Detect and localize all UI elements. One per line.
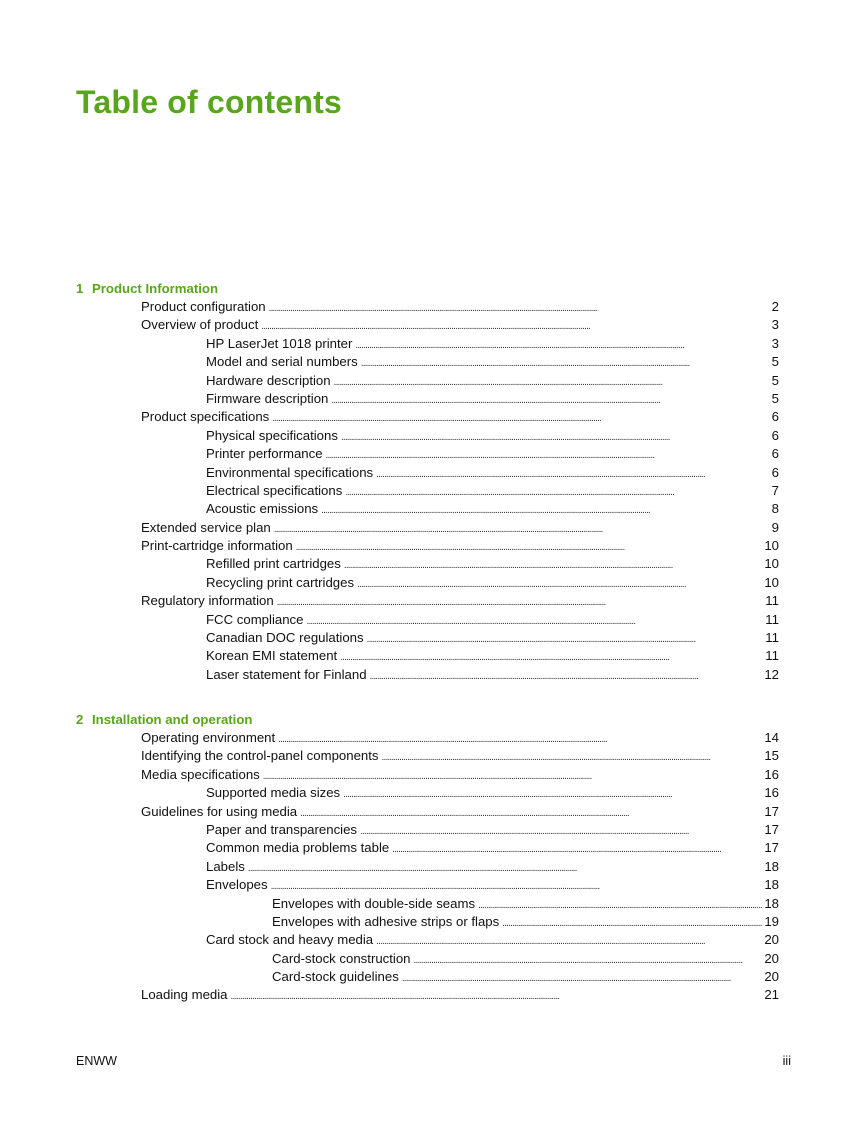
dot-leader <box>376 464 770 482</box>
chapter-title: Installation and operation <box>92 712 253 727</box>
toc-page-number: 3 <box>771 317 779 333</box>
toc-entry[interactable] <box>76 519 779 537</box>
toc-entry[interactable] <box>76 803 779 821</box>
toc-entry[interactable] <box>76 316 779 334</box>
toc-entry[interactable] <box>76 629 779 647</box>
toc-entry-text: Environmental specifications <box>206 464 374 480</box>
toc-entry[interactable] <box>76 666 779 684</box>
dot-leader <box>248 858 762 876</box>
toc-entry-text: Envelopes <box>206 877 268 893</box>
toc-entry-text: Acoustic emissions <box>206 501 319 517</box>
toc-entry-text: Product specifications <box>141 409 270 425</box>
toc-entry[interactable] <box>76 611 779 629</box>
chapter-heading[interactable] <box>76 711 779 729</box>
toc-page-number: 19 <box>764 913 779 929</box>
dot-leader <box>277 592 764 610</box>
dot-leader <box>357 574 762 592</box>
footer-label: ENWW <box>76 1054 117 1068</box>
chapter-2-section <box>76 711 779 1005</box>
dot-leader <box>361 353 770 371</box>
toc-page-number: 6 <box>771 446 779 462</box>
dot-leader <box>502 913 762 931</box>
dot-leader <box>331 390 769 408</box>
toc-page-number: 16 <box>764 785 779 801</box>
toc-page-number: 20 <box>764 950 779 966</box>
toc-entries <box>76 729 779 1005</box>
toc-page-number: 6 <box>771 464 779 480</box>
toc-entry-text: HP LaserJet 1018 printer <box>206 335 353 351</box>
toc-entry-text: Guidelines for using media <box>141 803 298 819</box>
toc-page-number: 10 <box>764 538 779 554</box>
toc-page-number: 3 <box>771 335 779 351</box>
toc-entry-text: Laser statement for Finland <box>206 666 367 682</box>
toc-entry[interactable] <box>76 647 779 665</box>
toc-entry[interactable] <box>76 555 779 573</box>
toc-entry[interactable] <box>76 729 779 747</box>
toc-entry-text: Operating environment <box>141 730 276 745</box>
toc-page-number: 15 <box>764 748 779 764</box>
toc-entry-text: Physical specifications <box>206 427 338 443</box>
toc-entry[interactable] <box>76 427 779 445</box>
dot-leader <box>261 316 769 334</box>
dot-leader <box>414 950 763 968</box>
dot-leader <box>392 839 762 857</box>
toc-entry[interactable] <box>76 500 779 518</box>
toc-entry-text: Korean EMI statement <box>206 648 338 664</box>
toc-entry-text: Hardware description <box>206 372 331 388</box>
toc-entry[interactable] <box>76 574 779 592</box>
toc-entry[interactable] <box>76 876 779 894</box>
toc-page-number: 8 <box>771 501 779 517</box>
dot-leader <box>341 427 770 445</box>
toc-entry[interactable] <box>76 821 779 839</box>
toc-page-number: 7 <box>771 482 779 498</box>
toc-entry[interactable] <box>76 986 779 1004</box>
toc-page-number: 6 <box>771 427 779 443</box>
toc-entry[interactable] <box>76 895 779 913</box>
toc-entry-text: Common media problems table <box>206 840 390 856</box>
toc-entry[interactable] <box>76 747 779 765</box>
toc-page-number: 9 <box>771 519 779 535</box>
toc-entry-text: Loading media <box>141 987 228 1003</box>
chapter-number: 2 <box>76 712 84 727</box>
toc-entry[interactable] <box>76 537 779 555</box>
dot-leader <box>343 784 762 802</box>
chapter-number: 1 <box>76 281 84 296</box>
toc-page-number: 17 <box>764 803 779 819</box>
toc-entry-text: Envelopes with adhesive strips or flaps <box>272 913 500 929</box>
toc-entry[interactable] <box>76 858 779 876</box>
toc-page-number: 20 <box>764 969 779 985</box>
dot-leader <box>345 482 769 500</box>
toc-entry-text: Model and serial numbers <box>206 354 358 370</box>
dot-leader <box>370 666 763 684</box>
chapter-1-section <box>76 280 779 684</box>
toc-page-number: 17 <box>764 821 779 837</box>
toc-entry-text: Firmware description <box>206 390 329 406</box>
toc-page-number: 6 <box>771 409 779 425</box>
dot-leader <box>355 335 769 353</box>
toc-entry-text: Labels <box>206 858 245 874</box>
toc-page-number: 11 <box>765 593 779 609</box>
toc-entry-text: Paper and transparencies <box>206 821 358 837</box>
toc-page-number: 2 <box>771 299 779 314</box>
toc-page-number: 5 <box>771 390 779 406</box>
toc-page-number: 5 <box>771 354 779 370</box>
toc-entry-text: Recycling print cartridges <box>206 574 355 590</box>
dot-leader <box>326 445 770 463</box>
dot-leader <box>334 372 770 390</box>
toc-entry[interactable] <box>76 335 779 353</box>
toc-page-number: 10 <box>764 574 779 590</box>
toc-page-number: 5 <box>771 372 779 388</box>
toc-entry[interactable] <box>76 784 779 802</box>
toc-page-number: 17 <box>764 840 779 856</box>
toc-entry-text: Supported media sizes <box>206 785 341 801</box>
dot-leader <box>478 895 762 913</box>
toc-entry-text: Media specifications <box>141 766 260 782</box>
dot-leader <box>382 747 763 765</box>
toc-page-number: 18 <box>764 895 779 911</box>
chapter-heading[interactable] <box>76 280 779 298</box>
toc-entry[interactable] <box>76 931 779 949</box>
toc-entry-text: Card stock and heavy media <box>206 932 374 948</box>
toc-entry[interactable] <box>76 464 779 482</box>
chapter-title: Product Information <box>92 281 219 296</box>
toc-page-number: 20 <box>764 932 779 948</box>
toc-page-number: 18 <box>764 858 779 874</box>
dot-leader <box>263 766 763 784</box>
toc-entry[interactable] <box>76 968 779 986</box>
toc-entry[interactable] <box>76 390 779 408</box>
toc-page-number: 11 <box>765 630 779 646</box>
toc-entry[interactable] <box>76 482 779 500</box>
toc-entry-text: Print-cartridge information <box>141 538 293 554</box>
toc-entry-text: Identifying the control-panel components <box>141 748 379 764</box>
dot-leader <box>278 729 762 747</box>
toc-entry[interactable] <box>76 950 779 968</box>
dot-leader <box>271 876 763 894</box>
toc-entry[interactable] <box>76 839 779 857</box>
toc-page-number: 12 <box>764 666 779 682</box>
dot-leader <box>402 968 763 986</box>
toc-page-number: 14 <box>764 730 779 745</box>
dot-leader <box>231 986 763 1004</box>
toc-page-number: 11 <box>765 648 779 664</box>
dot-leader <box>360 821 762 839</box>
toc-entry-text: Card-stock guidelines <box>272 969 399 985</box>
toc-page-number: 10 <box>764 556 779 572</box>
toc-entry[interactable] <box>76 408 779 426</box>
dot-leader <box>376 931 762 949</box>
dot-leader <box>296 537 763 555</box>
toc-entry[interactable] <box>76 353 779 371</box>
toc-entry-text: FCC compliance <box>206 611 304 627</box>
toc-entry-text: Refilled print cartridges <box>206 556 341 572</box>
toc-entry[interactable] <box>76 913 779 931</box>
toc-page-number: 21 <box>764 987 779 1003</box>
toc-entry-text: Overview of product <box>141 317 259 333</box>
toc-entries <box>76 298 779 684</box>
dot-leader <box>300 803 762 821</box>
toc-page-number: 18 <box>764 877 779 893</box>
toc-page-number: 11 <box>765 611 779 627</box>
dot-leader <box>340 647 763 665</box>
toc-entry[interactable] <box>76 766 779 784</box>
toc-entry[interactable] <box>76 445 779 463</box>
toc-entry-text: Extended service plan <box>141 519 271 535</box>
dot-leader <box>367 629 764 647</box>
toc-page-number: 16 <box>764 766 779 782</box>
toc-entry-text: Regulatory information <box>141 593 274 609</box>
toc-entry[interactable] <box>76 372 779 390</box>
toc-entry-text: Printer performance <box>206 446 323 462</box>
toc-entry[interactable] <box>76 592 779 610</box>
toc-entry-text: Card-stock construction <box>272 950 411 966</box>
dot-leader <box>321 500 770 518</box>
toc-entry[interactable] <box>76 298 779 316</box>
toc-entry-text: Canadian DOC regulations <box>206 630 364 646</box>
page-title: Table of contents <box>76 84 342 120</box>
page-number: iii <box>782 1054 791 1068</box>
dot-leader <box>269 298 770 316</box>
dot-leader <box>306 611 763 629</box>
dot-leader <box>344 555 762 573</box>
toc-entry-text: Product configuration <box>141 299 266 314</box>
toc-entry-text: Electrical specifications <box>206 482 343 498</box>
dot-leader <box>272 408 769 426</box>
dot-leader <box>274 519 770 537</box>
toc-entry-text: Envelopes with double-side seams <box>272 895 476 911</box>
